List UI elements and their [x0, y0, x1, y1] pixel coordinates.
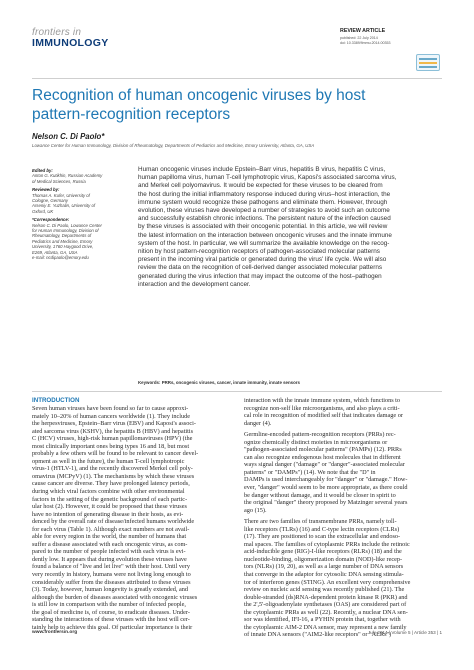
body-line: tors (NLRs) (19, 20), as well as a large number of DNA sensors: [244, 563, 404, 571]
abstract-line: generated during the virus infection that may impact the outcome of the host–pathogen: [138, 272, 382, 280]
doi: doi: 10.3389/fimmu.2014.00353: [340, 41, 391, 45]
body-line: considerably suffer from the diseases attributed to these viruses: [32, 578, 191, 586]
body-line: dently low. It appears that during evolution these viruses have: [32, 555, 187, 563]
body-line: sor was identified, IFI-16, a PYHIN protein that, together with: [244, 616, 401, 624]
body-column-right: [244, 397, 442, 639]
abstract-line: and Merkel cell polyomavirus. It would be expected for these viruses to be cleared from: [138, 182, 383, 190]
body-line: is still low in comparison with the number of infected people,: [32, 601, 186, 609]
correspondence-email[interactable]: e-mail: ncdipaolo@emory.edu: [32, 255, 89, 261]
reviewer-line: Thomas A. Kufer, University of: [32, 192, 90, 198]
abstract: [138, 166, 442, 289]
body-line: mately 10–20% of human cancers worldwide (1). They include: [32, 412, 190, 420]
body-line: for each virus (Table 1). Although exact numbers are not avail-: [32, 525, 190, 533]
body-line: tor of interferon genes (STING). An excellent very comprehensive: [244, 578, 411, 586]
body-line: patterns" or "DAMPs") (14). We note that the "D" in: [244, 468, 376, 476]
body-line: during which viral factors combine with other environmental: [32, 488, 185, 496]
body-line: denced by the overall rate of disease/infected humans worldwide: [32, 518, 195, 526]
body-line: the cytoplasmic AIM-2 DNA sensor, may represent a new family: [244, 623, 407, 631]
keywords: [138, 380, 442, 385]
body-line: the 2',5'-oligoadenylate synthetases (OAS) are considered part of: [244, 601, 407, 609]
body-line: ever, "danger" would seem to be more appropriate, as there could: [244, 484, 408, 492]
reviewer-line: Cologne, Germany: [32, 198, 69, 204]
body-line: acid-inducible gene (RIG)-I-like receptors (RLRs) (18) and the: [244, 548, 402, 556]
body-line: be danger without damage, and it would be closer in spirit to: [244, 491, 396, 499]
footer-citation: July 2014 | Volume 5 | Article 353 | 1: [367, 630, 442, 635]
body-line: review on nucleic acid sensing was recently published (21). The: [244, 586, 405, 594]
body-line: ways signal danger ("damage" or "danger"-associated molecular: [244, 461, 405, 469]
body-line: cal role in recognition of modified self that indicates damage or: [244, 412, 403, 420]
abstract-line: interaction and the development cancer.: [138, 280, 251, 288]
author-affiliation: Lowance Center for Human Immunology, Division of Rheumatology, Departments of Pediatrics and Medicine, Emory University, Atlanta, GA, USA: [32, 143, 315, 148]
footer-website-link[interactable]: www.frontiersin.org: [32, 630, 78, 635]
body-line: most clinically important ones being types 16 and 18, but most: [32, 442, 190, 450]
body-line: (17). They are positioned to scan the extracellular and endoso-: [244, 533, 401, 541]
body-line: pared to the number of people infected with each virus is evi-: [32, 548, 186, 556]
body-line: that converge in the adaptor for cytosolic DNA sensing stimula-: [244, 571, 404, 579]
body-line: probably a few others will be found to be relevant to cancer devel-: [32, 450, 199, 458]
body-line: the cytoplasmic PRRs as well (22). Recently, a nuclear DNA sen-: [244, 608, 408, 616]
body-line: danger (4).: [244, 419, 272, 427]
abstract-line: the host during the initial inflammatory response induced during virus–host interaction, the: [138, 190, 391, 198]
body-line: tainly help to achieve this goal. Of particular importance is their: [32, 623, 193, 631]
body-line: opment as well in the future), the human T-cell lymphotropic: [32, 457, 185, 465]
body-line: the goal of medicine is, of course, to eradicate diseases. Under-: [32, 608, 190, 616]
abstract-line: by these viruses is associated with their oncogenic potential. In this article, we will review: [138, 223, 388, 231]
body-line: able for every region in the world, the number of humans that: [32, 533, 187, 541]
article-sidebar: [32, 166, 128, 264]
abstract-line: immune system would recognize these pathogens and eliminate them. However, through: [138, 198, 388, 206]
correspondence-line: Pediatrics and Medicine, Emory: [32, 238, 93, 244]
body-line: There are two families of transmembrane PRRs, namely toll-: [244, 518, 397, 526]
body-line: very recently in history, humans were not living long enough to: [32, 571, 191, 579]
abstract-line: the latest information on the interaction between oncogenic viruses and the innate immune: [138, 231, 392, 239]
body-line: the original "danger" theory proposed by Matzinger several years: [244, 499, 408, 507]
body-line: recognize non-self like microorganisms, and also plays a criti-: [244, 404, 400, 412]
correspondence-line: Nelson C. Di Paolo, Lowance Center: [32, 222, 102, 228]
body-line: ognize chemically distinct moieties in microorganisms or: [244, 438, 388, 446]
body-line: (3). Today, however, human longevity is greatly extended, and: [32, 586, 189, 594]
body-line: ated sarcoma virus (KSHV), the hepatitis B (HBV) and hepatitis: [32, 427, 194, 435]
body-line: like receptors (TLRs) (16) and C-type lectin receptors (CLRs): [244, 525, 400, 533]
abstract-line: human papilloma virus, human T-cell lymphotropic virus, Kaposi's associated sarcoma virus,: [138, 174, 397, 182]
body-line: C (HCV) viruses, high-risk human papillomaviruses (HPV) (the: [32, 435, 193, 443]
body-line: DAMPs is used interchangeably for "danger" or "damage." How-: [244, 476, 408, 484]
article-type: REVIEW ARTICLE: [340, 28, 386, 34]
body-line: virus-1 (HTLV-1), and the recently discovered Merkel cell poly-: [32, 465, 193, 473]
journal-name-line1: frontiers in: [32, 27, 82, 38]
body-line: found a balance of "live and let live" with their host. Until very: [32, 563, 191, 571]
body-line: Germline-encoded pattern-recognition receptors (PRRs) rec-: [244, 431, 396, 439]
journal-logo: [32, 28, 109, 48]
body-line: interaction with the innate immune system, which functions to: [244, 397, 401, 404]
abstract-line: evolution, these viruses have developed a number of strategies to avoid such an outcome: [138, 207, 390, 215]
article-title: Recognition of human oncogenic viruses by host pattern-recognition receptors: [32, 87, 366, 123]
body-line: although the burden of diseases associated with oncogenic viruses: [32, 593, 198, 601]
body-line: Seven human viruses have been found so far to cause approxi-: [32, 405, 189, 412]
introduction-heading: INTRODUCTION: [32, 397, 80, 404]
body-line: the herpesviruses, Epstein–Barr virus (EBV) and Kaposi's associ-: [32, 420, 196, 428]
abstract-line: system of the host. In particular, we will summarize the available knowledge on the recog-: [138, 239, 390, 247]
body-line: factors in the setting of the genetic background of each partic-: [32, 495, 188, 503]
editor-line: of Medical Sciences, Russia: [32, 178, 86, 184]
body-line: suffer a disease associated with each oncogenic virus, as com-: [32, 540, 188, 548]
crossmark-icon[interactable]: [416, 54, 440, 71]
keywords-label: Keywords:: [138, 380, 161, 385]
journal-name-line2: IMMUNOLOGY: [32, 37, 109, 49]
body-line: nucleotide-binding, oligomerization domain (NOD)-like recep-: [244, 555, 403, 563]
correspondence-label: *Correspondence:: [32, 217, 70, 223]
body-line: can also recognize endogenous host molecules that in different: [244, 453, 401, 461]
reviewer-line: Arseniy E. Yuzhalin, University of: [32, 203, 96, 209]
abstract-line: present in the incoming viral particle or generated during the virus' life cycle. We will also: [138, 256, 387, 264]
abstract-line: Human oncogenic viruses include Epstein–Barr virus, hepatitis B virus, hepatitis C virus,: [138, 166, 386, 173]
body-line: ago (15).: [244, 506, 267, 514]
body-column-left: [32, 397, 230, 631]
body-line: mal spaces. The families of cytoplasmic PRRs include the retinoic: [244, 540, 410, 548]
body-line: of innate DNA sensors ("AIM2-like receptors" or "ALRs"): [244, 631, 392, 639]
body-line: standing the interactions of these viruses with the host will cer-: [32, 616, 190, 624]
correspondence-line: for Human Immunology, Division of: [32, 228, 99, 234]
abstract-line: review the data on the recognition of cell-derived danger associated molecular patterns: [138, 264, 383, 272]
correspondence-line: University, 1760 Haygood Drive,: [32, 244, 94, 250]
body-line: double-stranded (ds)RNA-dependent protein kinase R (PKR) and: [244, 593, 408, 601]
published-date: published: 22 July 2014: [340, 36, 378, 40]
abstract-line: and successfully establish chronic infections. The persistent nature of the infection caused: [138, 215, 391, 223]
correspondence-line: Rheumatology, Departments of: [32, 233, 92, 239]
body-line: ular host (2). However, it could be proposed that these viruses: [32, 503, 187, 511]
editor-line: Anton G. Kutikhin, Russian Academy: [32, 173, 103, 179]
correspondence-line: E269, Atlanta, GA, USA: [32, 249, 78, 255]
edited-by-label: Edited by:: [32, 168, 53, 173]
reviewer-line: Oxford, UK: [32, 208, 54, 214]
abstract-line: nition by host pattern-recognition receptors of pathogen-associated molecular patterns: [138, 248, 380, 256]
body-line: "pathogen-associated molecular patterns" (PAMPs) (12). PRRs: [244, 446, 402, 454]
body-line: omavirus (MCPyV) (1). The mechanisms by which these viruses: [32, 472, 195, 480]
author-name: Nelson C. Di Paolo*: [32, 132, 105, 141]
article-meta: [340, 28, 434, 46]
body-line: cause cancer are diverse. They have prolonged latency periods,: [32, 480, 190, 488]
reviewed-by-label: Reviewed by:: [32, 187, 60, 193]
keywords-list: PRRs, oncogenic viruses, cancer, innate immunity, innate sensors: [161, 380, 300, 385]
abstract-divider: [32, 391, 442, 392]
header-divider: [32, 78, 442, 79]
body-line: have no intention of generating disease in their hosts, as evi-: [32, 510, 184, 518]
